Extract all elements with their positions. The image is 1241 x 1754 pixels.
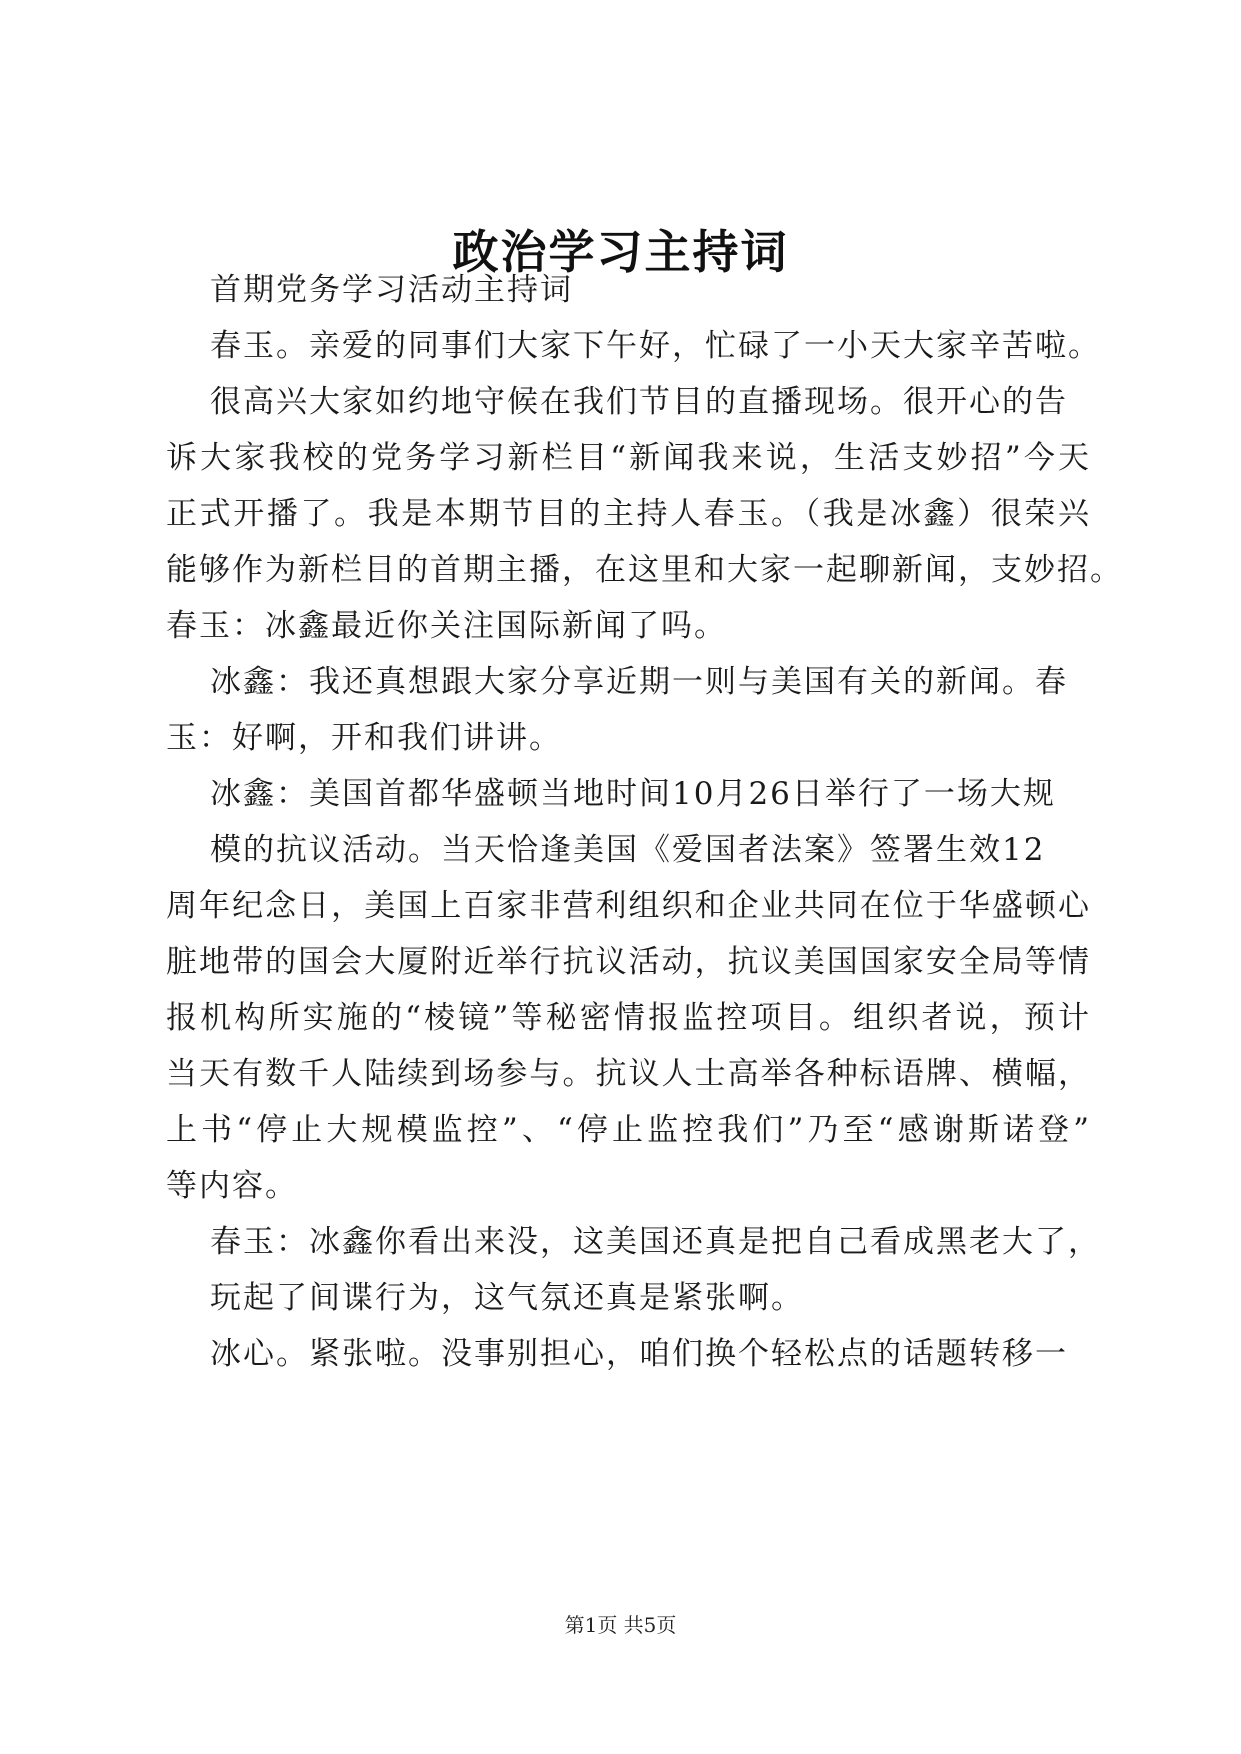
paragraph-line: 模的抗议活动。当天恰逢美国《爱国者法案》签署生效12 — [210, 832, 1046, 868]
paragraph-line: 玉：好啊，开和我们讲讲。 — [166, 720, 562, 756]
paragraph-line: 玩起了间谍行为，这气氛还真是紧张啊。 — [210, 1280, 804, 1316]
paragraph-line: 诉大家我校的党务学习新栏目“新闻我来说，生活支妙招”今天 — [166, 440, 1091, 476]
paragraph-line: 冰鑫：美国首都华盛顿当地时间10月26日举行了一场大规 — [210, 776, 1056, 812]
paragraph-line: 春玉：冰鑫最近你关注国际新闻了吗。 — [166, 608, 727, 644]
page-title: 政治学习主持词 — [452, 225, 789, 279]
paragraph-line: 很高兴大家如约地守候在我们节目的直播现场。很开心的告 — [210, 384, 1068, 420]
paragraph-line: 上书“停止大规模监控”、“停止监控我们”乃至“感谢斯诺登” — [166, 1112, 1091, 1148]
paragraph-line: 冰心。紧张啦。没事别担心，咱们换个轻松点的话题转移一 — [210, 1336, 1068, 1372]
page-number: 第1页 共5页 — [564, 1613, 677, 1637]
paragraph-line: 冰鑫：我还真想跟大家分享近期一则与美国有关的新闻。春 — [210, 664, 1068, 700]
paragraph-line: 首期党务学习活动主持词 — [210, 272, 573, 308]
paragraph-line: 周年纪念日，美国上百家非营利组织和企业共同在位于华盛顿心 — [166, 888, 1091, 924]
paragraph-line: 春玉。亲爱的同事们大家下午好，忙碌了一小天大家辛苦啦。 — [210, 328, 1101, 364]
paragraph-line: 报机构所实施的“棱镜”等秘密情报监控项目。组织者说，预计 — [166, 1000, 1091, 1036]
paragraph-line: 能够作为新栏目的首期主播，在这里和大家一起聊新闻，支妙招。 — [166, 552, 1123, 588]
paragraph-line: 当天有数千人陆续到场参与。抗议人士高举各种标语牌、横幅， — [166, 1056, 1091, 1092]
paragraph-line: 脏地带的国会大厦附近举行抗议活动，抗议美国国家安全局等情 — [166, 944, 1091, 980]
paragraph-line: 春玉：冰鑫你看出来没，这美国还真是把自己看成黑老大了， — [210, 1224, 1101, 1260]
paragraph-line: 等内容。 — [166, 1168, 298, 1204]
paragraph-line: 正式开播了。我是本期节目的主持人春玉。（我是冰鑫）很荣兴 — [166, 496, 1091, 532]
